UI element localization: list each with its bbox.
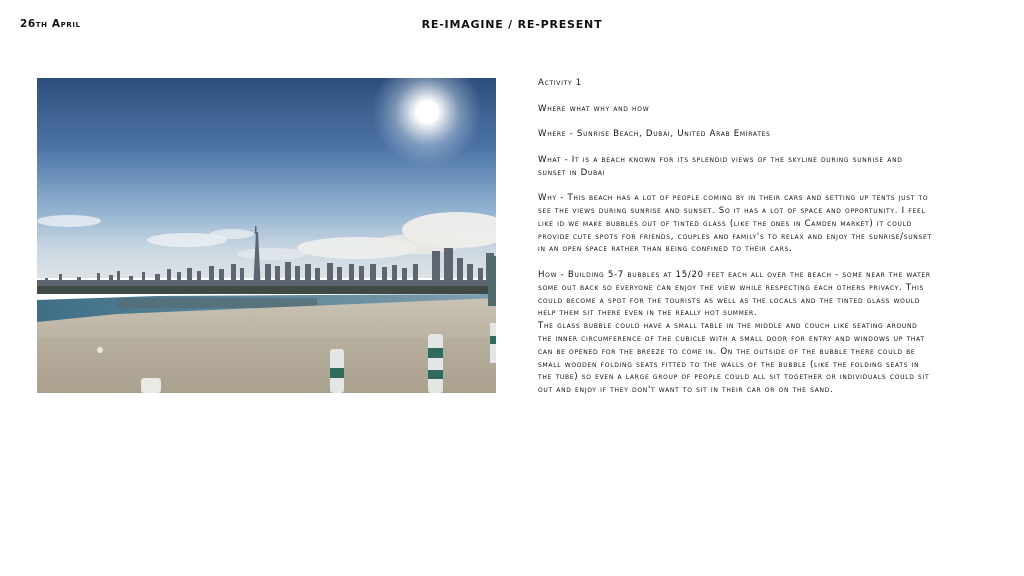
beach-skyline-photo [37, 78, 496, 393]
bubble-paragraph: The glass bubble could have a small table in the middle and couch like seating around the inner circumference of the cubicle with a small door for entry and windows up that can be opened for the breeze to come in. On the outside of the bubble there could be small wooden folding seats fitted to the walls of the bubble (like the folding seats in the tube) so even a large group of people could all sit together or individuals could sit out and enjoy if they don't want to sit in their car or on the sand. [538, 321, 930, 396]
page-title: RE-IMAGINE / RE-PRESENT [421, 18, 603, 31]
activity-text [538, 77, 933, 410]
activity-heading: Activity 1 [538, 78, 582, 88]
how-paragraph: How - Building 5-7 bubbles at 15/20 feet each all over the beach - some near the water some out back so everyone can enjoy the view while respecting each others privacy. This could become a spot for the tourists as well as the locals and the tinted glass would help them sit there even in the really hot summer. [538, 269, 931, 319]
why-paragraph: Why - This beach has a lot of people coming by in their cars and setting up tents just to see the views during sunrise and sunset. So it has a lot of space and opportunity. I feel like id we make bubbles out of tinted glass (like the ones in Camden market) it could provide cute spots for friends, couples and family's to relax and enjoy the sunrise/sunset in an open space rather than being confined to their cars. [538, 193, 932, 255]
date-label: 26th April [20, 18, 81, 30]
what-paragraph: What - It is a beach known for its splendid views of the skyline during sunrise and sunset in Dubai [538, 154, 903, 178]
where-paragraph: Where - Sunrise Beach, Dubai, United Arab Emirates [538, 129, 771, 140]
activity-subheading: Where what why and how [538, 103, 650, 114]
